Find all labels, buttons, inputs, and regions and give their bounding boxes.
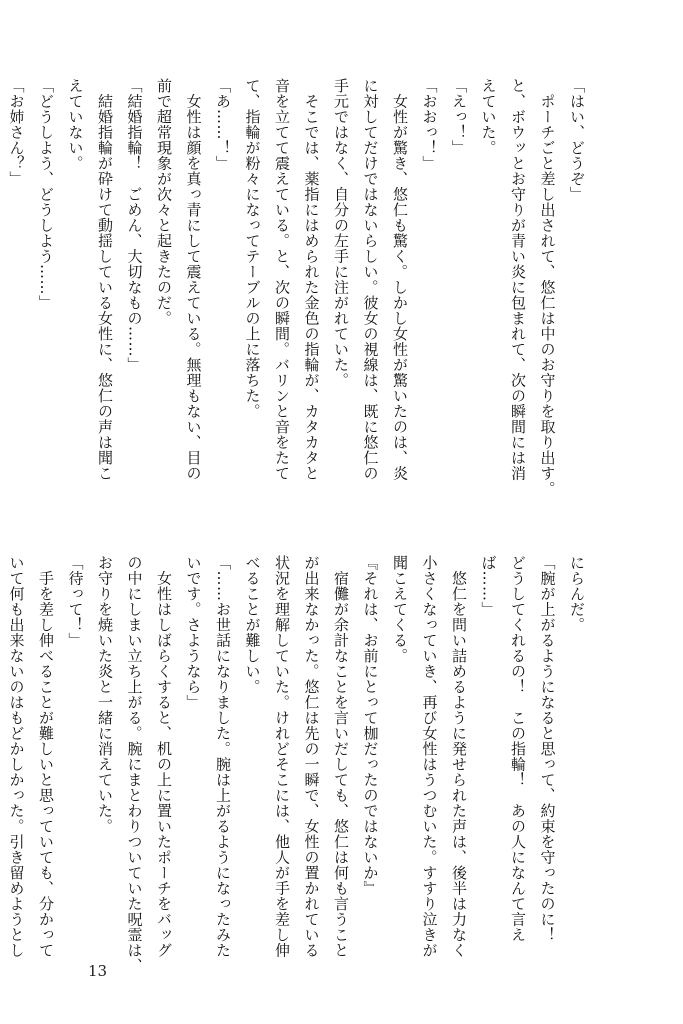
text-line: 「えっ！」 — [450, 78, 468, 156]
text-line: 「おおっ！」 — [420, 78, 439, 171]
text-line: 女性はしばらくすると、机の上に置いたポーチをバッグ — [155, 555, 173, 958]
text-line: ポーチごと差し出されて、悠仁は中のお守りを取り出す。 — [538, 78, 557, 497]
page-number: 13 — [88, 962, 108, 980]
text-line: 「お姉さん？」 — [7, 78, 26, 187]
text-line: いて何も出来ないのはもどかしかった。引き留めようとし — [7, 555, 26, 958]
text-line: にらんだ。 — [568, 555, 586, 633]
top-text-block — [0, 78, 591, 508]
text-line: 前で超常現象が次々と起きたのだ。 — [155, 78, 173, 326]
text-line: 「あ……！」 — [214, 78, 232, 171]
text-line — [0, 78, 1, 508]
text-line: 悠仁を問い詰めるように発せられた声は、後半は力なく — [450, 555, 468, 958]
text-line: 状況を理解していた。けれどそこには、他人が手を差し伸 — [273, 555, 291, 958]
text-line: 『それは、お前にとって枷だったのではないか』 — [361, 555, 380, 896]
text-line: べることが難しい。 — [243, 555, 262, 695]
text-line: そこでは、薬指にはめられた金色の指輪が、カタカタと — [302, 78, 321, 481]
text-line: 「待って！」 — [66, 555, 85, 648]
text-line: 女性は顔を真っ青にして震えている。無理もない、目の — [184, 78, 203, 481]
text-line: 小さくなっていき、再び女性はうつむいた。すすり泣きが — [420, 555, 439, 958]
text-line: お守りを焼いた炎と一緒に消えていた。 — [96, 555, 114, 834]
text-line: 「……お世話になりました。腕は上がるようになったみた — [214, 555, 232, 958]
text-line: に対してだけではないらしい。彼女の視線は、既に悠仁の — [361, 78, 380, 481]
text-line: 女性が驚き、悠仁も驚く。しかし女性が驚いたのは、炎 — [391, 78, 409, 481]
text-line: 宿儺が余計なことを言いだしても、悠仁は何も言うこと — [332, 555, 350, 958]
text-line: 手を差し伸べることが難しいと思っていても、分かって — [37, 555, 55, 958]
text-line: えていない。 — [66, 78, 85, 171]
text-line: ば……」 — [479, 555, 498, 617]
text-line: いです。さようなら」 — [184, 555, 203, 710]
text-line: 結婚指輪が砕けて動揺している女性に、悠仁の声は聞こ — [96, 78, 114, 481]
text-line: 「結婚指輪！ ごめん、大切なもの……」 — [125, 78, 144, 373]
text-line: どうしてくれるの！ この指輪！ あの人になんて言え — [509, 555, 527, 943]
text-line: 音を立てて震えている。と、次の瞬間。バリンと音をたて — [273, 78, 291, 481]
text-line: えていた。 — [479, 78, 498, 156]
text-line: 手元ではなく、自分の左手に注がれていた。 — [332, 78, 350, 388]
text-line: 聞こえてくる。 — [391, 555, 409, 664]
text-line: と、ボウッとお守りが青い炎に包まれて、次の瞬間には消 — [509, 78, 527, 481]
text-line: 「はい、どうぞ」 — [568, 78, 586, 202]
text-line: の中にしまい立ち上がる。腕にまとわりついていた呪霊は、 — [125, 555, 144, 974]
text-line: が出来なかった。悠仁は先の一瞬で、女性の置かれている — [302, 555, 321, 958]
text-line: て、指輪が粉々になってテーブルの上に落ちた。 — [243, 78, 262, 419]
text-line: 「腕が上がるようになると思って、約束を守ったのに！ — [538, 555, 557, 943]
text-line: 「どうしよう、どうしよう……」 — [37, 78, 55, 311]
